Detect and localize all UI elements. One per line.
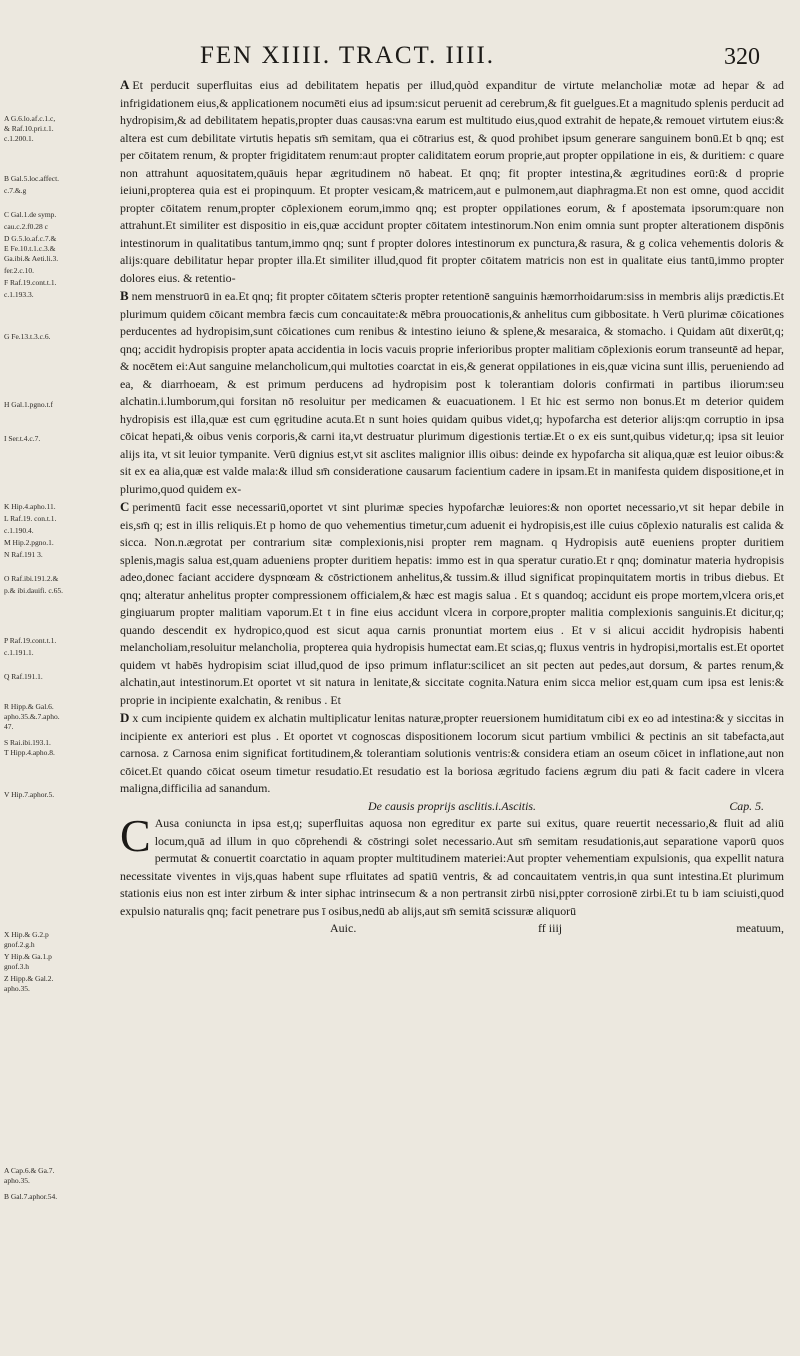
margin-note: c.1.190.4. xyxy=(4,526,34,535)
chapter-number: Cap. 5. xyxy=(729,798,764,813)
section-mark: B xyxy=(120,288,129,303)
paragraph-text: nem menstruorū in ea.Et qnq; fit propter cōitatem sc̄teris propter retentionē sanguinis hæmorrhoidarum:siss in membris alijs prædictis.Et plurimum quidem cōicant membra fæcis cum concauitate:& mēbra prouocationis,& anhelitus cum gibbositate. h Verū plurimæ cōicationes perducentes ad hydropisim,sunt cōicationes cum renibus & intestino ieiuno & splene,& mesaraica, & stomacho. i Quidam aūt dixerūt,q; qnq; accidit hydropisis propter apata accidentia in locis vacuis proprie inferioribus propter malitiam cōplexionis eorum transeuntē ad hepar, & nocētem ei:Aut sanguine melancholicum,qui multoties coarctat in eis,& generat oppilationes in eis,quæ vicina sunt illis, perueniendo ad ea, & diarrhoeam, & est primum perducens ad hydropisim post k tolerantiam doloris confirmati in partibus iliorum:seu alchatin.i.lumborum,qui forsitan nō resoluitur per medicamen & euacuationem. l Et hic est sermo non bonus.Et m deterior quidem hydropisis est illa,quæ est cum ęgritudine acuta.Et n sunt hoies quidam quibus videt,q; hypofarcha est deterior alijs:qm corruptio in ipsa cōicat hepati,& oibus venis corporis,& carni ita,vt destruatur plurimum digestionis tertiæ.Et o ex eis sunt,quibus videtur,q; ipsa sit leuior alijs ita, vt sit leuior tympanite. Verū dignius est,vt sit asclites malignior illis oibus: deinde ex hypofarcha sit aliqua,quæ est leuior oibus:& sit ex ea alia,quæ est valde mala:& illud sm̄ consideratione causarum facientium cadere in ipsam.Et in manifesta quidem dispositione,et in plurimo,quod quidem ex- xyxy=(120,289,784,496)
margin-note: H Gal.1.pgno.t.f xyxy=(4,400,53,409)
margin-note: R Hipp.& Gal.6. xyxy=(4,702,54,711)
section-mark: D xyxy=(120,710,130,725)
margin-note: c.1.191.1. xyxy=(4,648,34,657)
chapter-heading xyxy=(120,798,784,816)
paragraph-text: Ausa coniuncta in ipsa est,q; superfluitas aquosa non egreditur ex parte sui exitus, quare reuertit necessario,& fluit ad aliū locum,quā ad illum in quo cōprehendi & cōstringi solet necessario.Aut sm̄ semitam resudationis,aut separatione vaporū quos permutat & conuertit coarctatio in aquam propter multitudinem materiei:Aut propter vehementiam expulsionis, qua expellit natura necessitate viventes in vijs,quas habent supe rfluitates ad spatiū ventris, & ad concauitatem ventris,in qua sunt intestina.Et plurimum stationis eius non est inter zirbum & inter siphac intrinsecum & a non pertransit zirbū nisi,ppter corrosionē zirbi.Et tu b iam sciuisti,quod expulsio naturalis qnq; facit penetrare pus ī osibus,nedū ab alijs,aut sm̄ semitā scissuræ aliquorū xyxy=(120,816,784,918)
margin-note: A G.6.lo.af.c.1.c, xyxy=(4,114,56,123)
paragraph-b xyxy=(120,287,784,498)
running-foot: Auic. xyxy=(330,921,357,935)
chapter-title: De causis proprijs asclitis.i.Ascitis. xyxy=(367,798,536,813)
margin-note: Y Hip.& Ga.1.p xyxy=(4,952,52,961)
margin-note: c.1.193.3. xyxy=(4,290,34,299)
paragraph-d xyxy=(120,709,784,798)
margin-note: A Cap.6.& Ga.7. xyxy=(4,1166,55,1175)
margin-note: P Raf.19.cont.t.1. xyxy=(4,636,57,645)
margin-note: I Ser.t.4.c.7. xyxy=(4,434,41,443)
margin-note: apho.35. xyxy=(4,1176,30,1185)
section-mark: A xyxy=(120,77,130,92)
margin-note: X Hip.& G.2.p xyxy=(4,930,49,939)
page-foot xyxy=(120,920,784,938)
margin-note: E Fe.10.t.1.c.3.& xyxy=(4,244,56,253)
paragraph-c xyxy=(120,498,784,709)
margin-note: Q Raf.191.1. xyxy=(4,672,43,681)
margin-note: p.& ibi.dauifi. c.65. xyxy=(4,586,63,595)
margin-note: C Gal.1.de symp. xyxy=(4,210,57,219)
margin-note: F Raf.19.cont.t.1. xyxy=(4,278,57,287)
margin-note: & Raf.10.pri.t.1. xyxy=(4,124,54,133)
section-mark: C xyxy=(120,499,130,514)
margin-note: B Gal.7.aphor.54. xyxy=(4,1192,58,1201)
paragraph-a xyxy=(120,76,784,287)
signature-mark: ff iiij xyxy=(538,921,563,935)
margin-note: S Rai.ibi.193.1. xyxy=(4,738,51,747)
margin-note: apho.35. xyxy=(4,984,30,993)
margin-note: L Raf.19. con.t.1. xyxy=(4,514,57,523)
margin-note: M Hip.2.pgno.1. xyxy=(4,538,54,547)
catchword: meatuum, xyxy=(736,921,784,935)
margin-note: apho.35.&.7.apho. xyxy=(4,712,60,721)
paragraph-e xyxy=(120,810,784,920)
page-number: 320 xyxy=(724,44,760,70)
margin-note: c.7.&.g xyxy=(4,186,27,195)
paragraph-text: x cum incipiente quidem ex alchatin multiplicatur lenitas naturæ,propter reuersionem humiditatum cibi ex eo ad intestina:& y siccitas in incipiente ex anteriori est plus . Et oportet vt cognoscas dispositionem locorum sicut partium vmbilici & pectinis an sit tabefacta,aut carnosa. z Carnosa enim significat fortitudinem,& tolerantiam solutionis ventris:& considera etiam an oseum cōicet in inflatione,aut non cōicet.Et quando cōicat oseum timetur resudatio.Et resudatio est la boriosa ægritudo faciens ægrum diu pati & facit cadere in vlcera maligna,difficilia ad sanandum. xyxy=(120,711,784,795)
margin-note: c.1.200.1. xyxy=(4,134,34,143)
margin-note: fer.2.c.10. xyxy=(4,266,34,275)
margin-note: N Raf.191 3. xyxy=(4,550,43,559)
margin-note: gnof.2.g.h xyxy=(4,940,35,949)
drop-cap: C xyxy=(120,810,151,861)
margin-note: Z Hipp.& Gal.2. xyxy=(4,974,54,983)
running-title: FEN XIIII. TRACT. IIII. xyxy=(200,42,496,69)
margin-note: B Gal.5.loc.affect. xyxy=(4,174,60,183)
margin-note: G Fe.13.t.3.c.6. xyxy=(4,332,51,341)
margin-note: D G.5.lo.af.c.7.& xyxy=(4,234,57,243)
margin-notes xyxy=(4,110,84,1290)
paragraph-text: perimentū facit esse necessariū,oportet vt sint plurimæ species hypofarchæ leuiores:& non oportet necessario,vt sit hepar debile in eis,sm̄ q; est in illis reliquis.Et p homo de quo vehementius timetur,cum aduenit ei hydropisis,est ille cuius cōplexio naturalis est calida & sicca. Non.n.ægrotat per contrarium sitæ complexionis,nisi propter rem magnam. q Hydropisis autē eueniens propter duritiem splenis,magis salua est,quam adueniens propter duritiem hepatis: immo est in qua speratur curatio.Et r qnq; dominatur materia hydropisis adeo,donec faciant accidere dyspnœam & cōstrictionem anhelitus,& tussim.& illud significat propinquitatem mortis in tribus diebus. Et qnq; alteratur anhelitus propter compressionem officialem,& hæc est magis salua . Et s quandoq; accidunt eis prope mortem,vlcera oris,et gingiuarum propter malitiam vaporum.Et t in fine eius accidunt vlcera in corpore,propter malitia complexionis sanguinis.Et dicitur,q; quando descendit ex hydropico,quod est sicut aqua carnis pronuntiat mortem eius . Et v si alicui accidit hydropisis habenti melancholiam,resoluitur melancholia, propterea quia hydropisis humectat eam.Et scias,q; fluxus ventris in hydropisi,mortalis est.Et oportet quidem vt habēs hydropisim sciat illud,quod de ipso primum inflatur:scilicet an sit pecten aut pedes,aut dorsum, & partes renum,& alchatin,aut intestinorum.Et oportet vt sit natura in lenitate,& siccitate cognita.Natura enim sicca melior est,quam cum ipsa est lenis:& proprie in incipiente exalchatin, & renibus . Et xyxy=(120,500,784,707)
margin-note: 47. xyxy=(4,722,14,731)
margin-note: cau.c.2.f0.28 c xyxy=(4,222,48,231)
paragraph-text: Et perducit superfluitas eius ad debilitatem hepatis per illud,quòd expanditur de virtute melancholiæ motæ ad hepar & ad infrigidationem eius,& applicationem nocumēti eius ad ipsum:sicut peruenit ad cerebrum,& fit guelgues.Et a magnitudo splenis perducit ad hydropisim,& ad debilitatem hepatis,propter duas causas:vna earum est multitudo eius,quod extrahit de hepate,& remouet virtutem eius:& altera est cum debilitate virtutis hepatis sm̄ semitam, qua ei cōtrarius est, & quod prohibet ipsum generare sanguinem bonū.Et b qnq; est per cōitatem renum, & propter frigiditatem renum:aut propter caliditatem eorum proprie,aut propter oppilatione in eis, & duritiem: c quare non attrahunt aquositatem,quāuis hepar ægritudinem nō habeat. Et qnq; fit propter intestina,& ægritudines eorū:& d proprie ieiuni,propterea quia est ei propinquum. Et propter vesicam,& matricem,aut e pulmonem,aut diaphragma.Et non est omne, quod accidit propter cōitatem renum,propter cōplexionem eorum,immo qnq; est propter oppilationes eorum, & f apostemata ipsorum:quare non attrahunt.Et similiter est dispositio in eis,quæ accidunt propter cōitatem intestinorum.Non enim omnia sunt propter alterationem dispōnis intestinorum in qualitatibus tantum,immo qnq; sunt f propter dolores intestinorum ex punctura,& rasura, & g colica vehementis doloris & alijs:quare debilitatur hepar propter illa.Et similiter illud,quod fit propter cōitatem matricis non est in qualitate eius tantū,immo propter dolores eius. & retentio- xyxy=(120,78,784,285)
main-text xyxy=(120,76,784,938)
margin-note: K Hip.4.apho.11. xyxy=(4,502,56,511)
margin-note: V Hip.7.aphor.5. xyxy=(4,790,55,799)
margin-note: Ga.ibi.& Aeti.li.3. xyxy=(4,254,59,263)
margin-note: O Raf.ibi.191.2.& xyxy=(4,574,59,583)
margin-note: T Hipp.4.apho.8. xyxy=(4,748,55,757)
margin-note: gnof.3.h xyxy=(4,962,29,971)
running-header xyxy=(0,40,800,76)
